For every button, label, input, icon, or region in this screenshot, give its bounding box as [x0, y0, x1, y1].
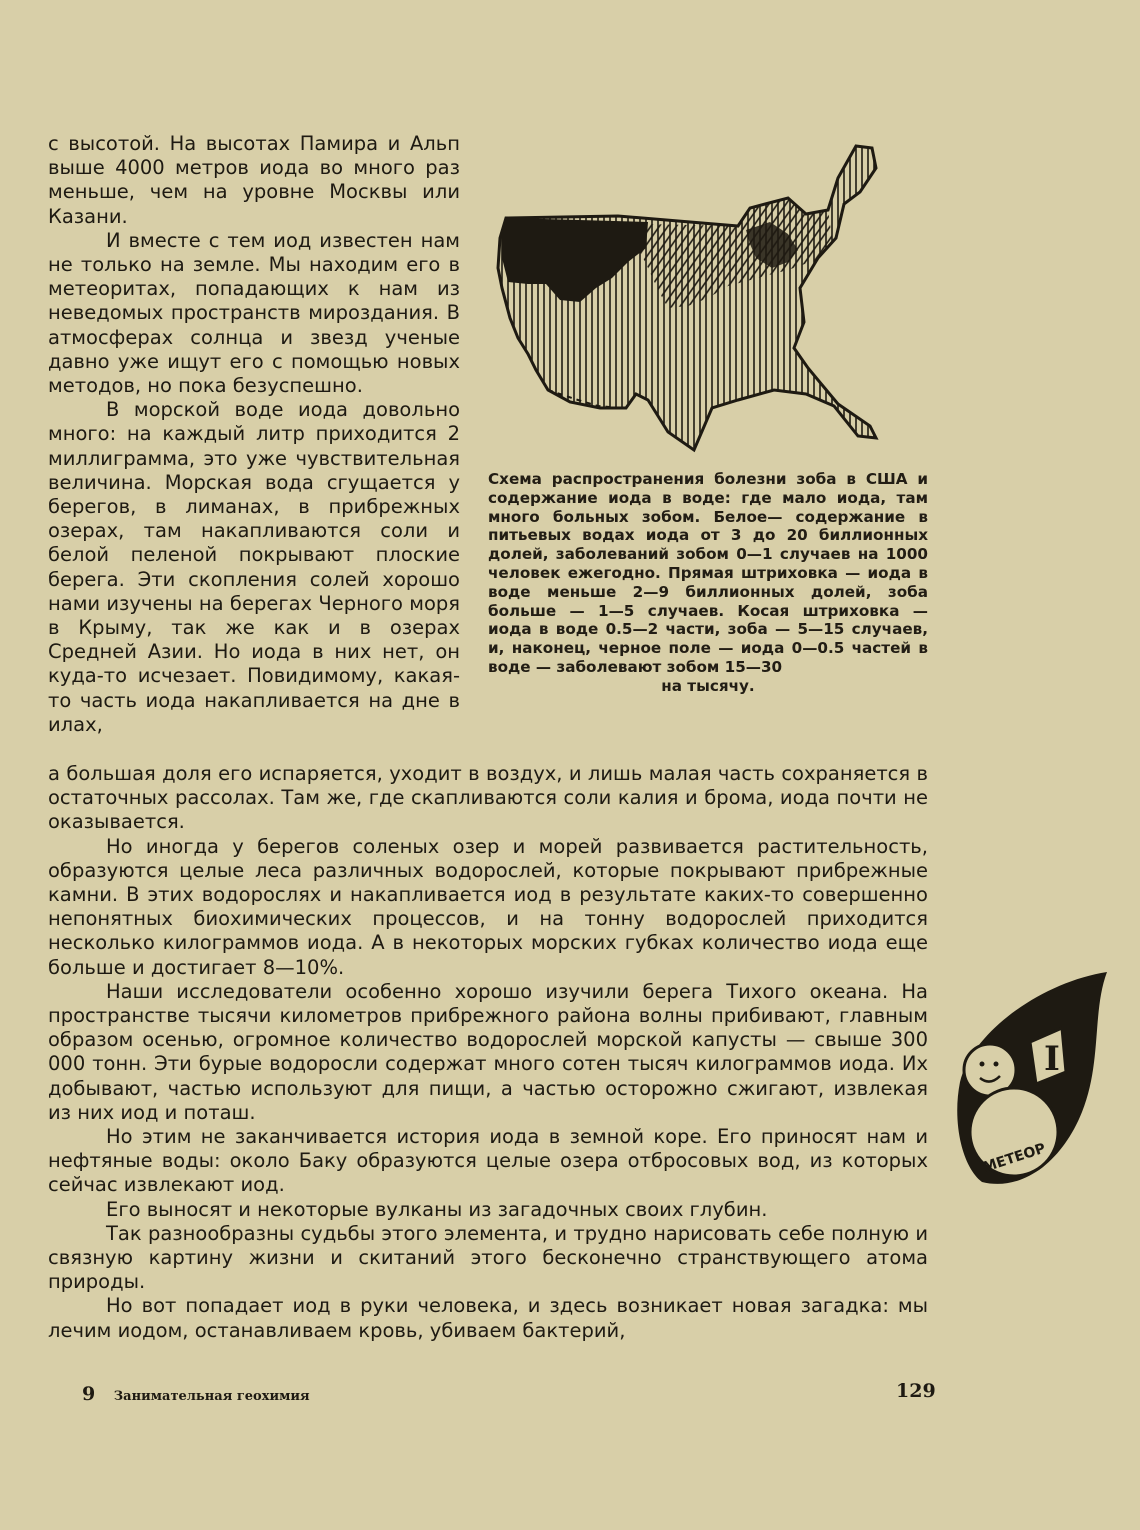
column-text	[48, 132, 460, 737]
caption-last-line: на тысячу.	[661, 676, 755, 695]
caption-text: Схема распространения болезни зоба в США и содержание иода в воде: где мало иода, там много больных зобом. Белое— содержание в питьевых водах иода от 3 до 20 биллионных долей, заболеваний зобом 0—1 случаев на 1000 человек ежегодно. Прямая штриховка — иода в воде меньше 2—9 биллионных долей, зоба больше — 1—5 случаев. Косая штриховка — иода в воде 0.5—2 части, зоба — 5—15 случаев, и, наконец, черное поле — иода 0—0.5 частей в воде — заболевают зобом 15—30	[488, 470, 928, 676]
paragraph: И вместе с тем иод известен нам не только на земле. Мы находим его в метеоритах, попадающих к нам из неведомых пространств мироздания. В атмосферах солнца и звезд ученые давно уже ищут его с помощью новых методов, но пока безуспешно.	[48, 228, 460, 398]
paragraph: В морской воде иода довольно много: на каждый литр приходится 2 миллиграмма, это уже чувствительная величина. Морская вода сгущается у берегов, в лиманах, в прибрежных озерах, там накапливаются соли и белой пеленой покрывают плоские берега. Эти скопления солей хорошо нами изучены на берегах Черного моря в Крыму, так же как и в озерах Средней Азии. Но иода в них нет, он куда-то исчезает. Повидимому, какая-то часть иода накапливается на дне в илах,	[48, 398, 460, 736]
signature-mark: 9	[82, 1383, 96, 1405]
full-width-text	[48, 762, 928, 1343]
meteor-letter: I	[1044, 1039, 1060, 1079]
meteor-label: МЕТЕОР	[981, 1140, 1048, 1176]
paragraph: а большая доля его испаряется, уходит в воздух, и лишь малая часть сохраняется в остаточных рассолах. Там же, где скапливаются соли калия и брома, иода почти не оказывается.	[48, 762, 928, 834]
page-number: 129	[896, 1380, 936, 1402]
paragraph: с высотой. На высотах Памира и Альп выше 4000 метров иода во много раз меньше, чем на уровне Москвы или Казани.	[48, 132, 460, 228]
meteor-illustration	[952, 972, 1122, 1202]
paragraph: Но вот попадает иод в руки человека, и здесь возникает новая загадка: мы лечим иодом, останавливаем кровь, убиваем бактерий,	[48, 1294, 928, 1342]
paragraph: Но иногда у берегов соленых озер и морей развивается растительность, образуются целые леса различных водорослей, которые покрывают прибрежные камни. В этих водорослях и накапливается иод в результате каких-то совершенно непонятных биохимических процессов, и на тонну водорослей приходится несколько килограммов иода. А в некоторых морских губках количество иода еще больше и достигает 8—10%.	[48, 834, 928, 979]
paragraph: Его выносят и некоторые вулканы из загадочных своих глубин.	[106, 1197, 768, 1221]
usa-goiter-map	[488, 138, 928, 456]
page-footer	[82, 1383, 310, 1405]
paragraph: Так разнообразны судьбы этого элемента, и трудно нарисовать себе полную и связную картину жизни и скитаний этого бесконечно странствующего атома природы.	[48, 1221, 928, 1294]
map-caption	[488, 470, 928, 696]
paragraph: Наши исследователи особенно хорошо изучили берега Тихого океана. На пространстве тысячи километров прибрежного района волны прибивают, главным образом осенью, огромное количество водорослей морской капусты — свыше 300 000 тонн. Эти бурые водоросли содержат много сотен тысяч килограммов иода. Их добывают, частью используют для пищи, а частью осторожно сжигают, извлекая из них иод и поташ.	[48, 979, 928, 1124]
book-title: Занимательная геохимия	[113, 1389, 310, 1404]
paragraph: Но этим не заканчивается история иода в земной коре. Его приносят нам и нефтяные воды: около Баку образуются целые озера отбросовых вод, из которых сейчас извлекают иод.	[48, 1125, 928, 1197]
